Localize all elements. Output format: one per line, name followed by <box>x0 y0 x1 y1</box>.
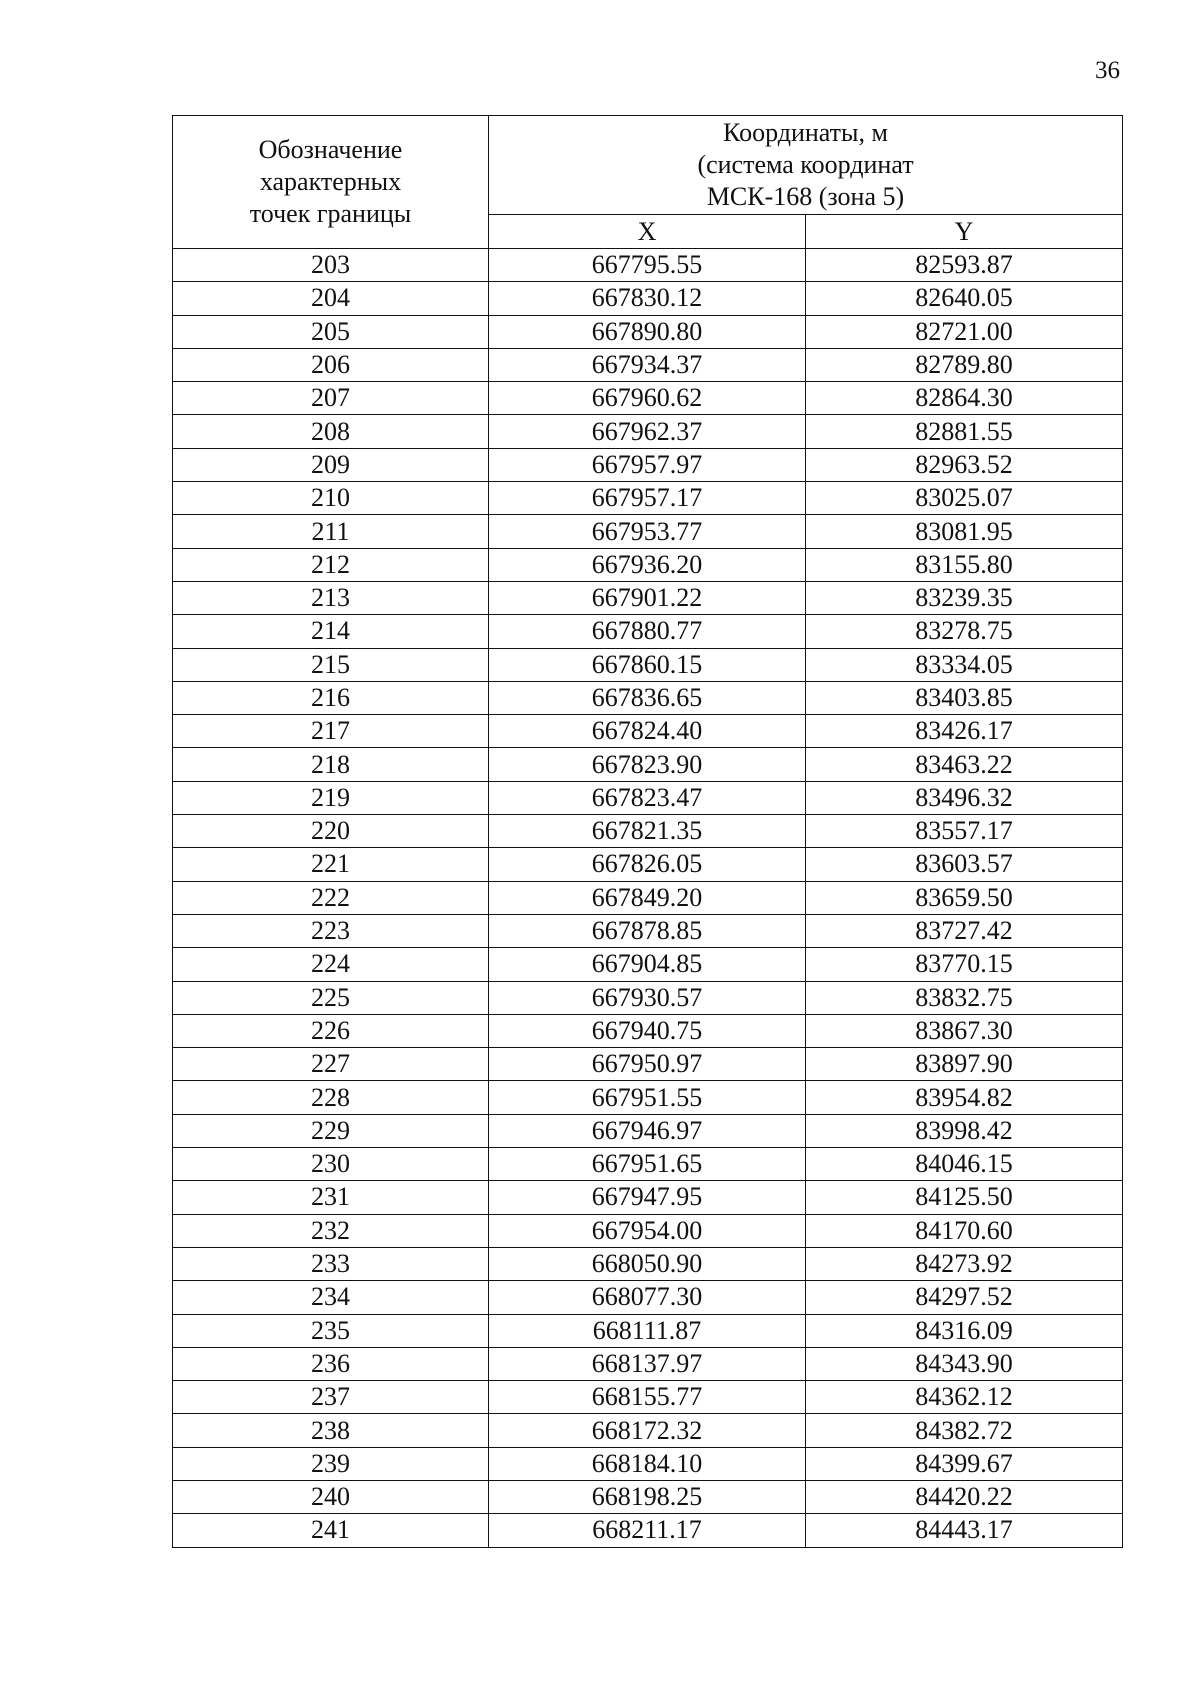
y-coordinate-cell: 83954.82 <box>806 1081 1123 1114</box>
y-coordinate-cell: 82963.52 <box>806 448 1123 481</box>
x-coordinate-cell: 667830.12 <box>489 282 806 315</box>
table-row <box>173 1281 1123 1314</box>
coordinates-header <box>489 116 1123 215</box>
point-id-cell: 239 <box>173 1447 489 1480</box>
x-coordinate-cell: 667940.75 <box>489 1014 806 1047</box>
x-coordinate-cell: 667962.37 <box>489 415 806 448</box>
table-row <box>173 1314 1123 1347</box>
x-coordinate-cell: 667826.05 <box>489 848 806 881</box>
table-row <box>173 1081 1123 1114</box>
point-id-cell: 205 <box>173 315 489 348</box>
y-coordinate-cell: 83998.42 <box>806 1114 1123 1147</box>
point-id-cell: 240 <box>173 1480 489 1513</box>
coordinates-header-line: Координаты, м <box>723 118 888 148</box>
y-coordinate-cell: 82881.55 <box>806 415 1123 448</box>
table-row <box>173 815 1123 848</box>
y-coordinate-cell: 83239.35 <box>806 581 1123 614</box>
point-id-cell: 203 <box>173 249 489 282</box>
table-row <box>173 249 1123 282</box>
point-id-cell: 228 <box>173 1081 489 1114</box>
header-row-main <box>173 116 1123 215</box>
table-row <box>173 1014 1123 1047</box>
table-row <box>173 1048 1123 1081</box>
table-row <box>173 1447 1123 1480</box>
point-label-line: Обозначение <box>258 135 403 164</box>
table-row <box>173 548 1123 581</box>
y-coordinate-cell: 84273.92 <box>806 1247 1123 1280</box>
x-coordinate-cell: 668211.17 <box>489 1514 806 1547</box>
table-row <box>173 515 1123 548</box>
x-coordinate-cell: 667957.97 <box>489 448 806 481</box>
point-id-cell: 236 <box>173 1347 489 1380</box>
y-coordinate-cell: 84399.67 <box>806 1447 1123 1480</box>
point-id-cell: 229 <box>173 1114 489 1147</box>
table-row <box>173 1114 1123 1147</box>
y-coordinate-cell: 84362.12 <box>806 1381 1123 1414</box>
point-label-header <box>173 116 489 249</box>
y-coordinate-cell: 84316.09 <box>806 1314 1123 1347</box>
table-row <box>173 1148 1123 1181</box>
table-row <box>173 1414 1123 1447</box>
x-coordinate-cell: 667934.37 <box>489 348 806 381</box>
x-coordinate-cell: 667849.20 <box>489 881 806 914</box>
y-coordinate-cell: 83278.75 <box>806 615 1123 648</box>
x-coordinate-cell: 668137.97 <box>489 1347 806 1380</box>
y-coordinate-cell: 82789.80 <box>806 348 1123 381</box>
point-id-cell: 220 <box>173 815 489 848</box>
x-coordinate-cell: 667930.57 <box>489 981 806 1014</box>
x-coordinate-cell: 667880.77 <box>489 615 806 648</box>
x-coordinate-cell: 668050.90 <box>489 1247 806 1280</box>
y-coordinate-cell: 84046.15 <box>806 1148 1123 1181</box>
x-coordinate-cell: 667901.22 <box>489 581 806 614</box>
table-row <box>173 948 1123 981</box>
table-row <box>173 382 1123 415</box>
x-coordinate-cell: 668184.10 <box>489 1447 806 1480</box>
y-coordinate-cell: 82593.87 <box>806 249 1123 282</box>
point-id-cell: 204 <box>173 282 489 315</box>
point-id-cell: 212 <box>173 548 489 581</box>
table-row <box>173 615 1123 648</box>
point-id-cell: 235 <box>173 1314 489 1347</box>
x-coordinate-cell: 668172.32 <box>489 1414 806 1447</box>
table-row <box>173 581 1123 614</box>
point-id-cell: 226 <box>173 1014 489 1047</box>
point-id-cell: 237 <box>173 1381 489 1414</box>
point-id-cell: 218 <box>173 748 489 781</box>
y-coordinate-cell: 84443.17 <box>806 1514 1123 1547</box>
point-id-cell: 215 <box>173 648 489 681</box>
x-coordinate-cell: 668155.77 <box>489 1381 806 1414</box>
x-coordinate-cell: 667824.40 <box>489 715 806 748</box>
x-coordinate-cell: 667951.65 <box>489 1148 806 1181</box>
point-id-cell: 210 <box>173 482 489 515</box>
y-coordinate-cell: 82640.05 <box>806 282 1123 315</box>
page-number: 36 <box>1095 57 1120 84</box>
y-coordinate-cell: 83867.30 <box>806 1014 1123 1047</box>
table-row <box>173 348 1123 381</box>
point-id-cell: 217 <box>173 715 489 748</box>
table-row <box>173 282 1123 315</box>
table-row <box>173 1247 1123 1280</box>
y-coordinate-cell: 83025.07 <box>806 482 1123 515</box>
y-coordinate-cell: 82721.00 <box>806 315 1123 348</box>
point-id-cell: 207 <box>173 382 489 415</box>
y-coordinate-cell: 84382.72 <box>806 1414 1123 1447</box>
point-id-cell: 219 <box>173 781 489 814</box>
x-coordinate-cell: 667823.47 <box>489 781 806 814</box>
x-coordinate-cell: 667946.97 <box>489 1114 806 1147</box>
boundary-coordinates-table <box>172 115 1123 1548</box>
point-label-line: точек границы <box>249 199 412 228</box>
table-row <box>173 315 1123 348</box>
table-row <box>173 1181 1123 1214</box>
point-id-cell: 214 <box>173 615 489 648</box>
table-row <box>173 981 1123 1014</box>
table-row <box>173 1347 1123 1380</box>
table-row <box>173 848 1123 881</box>
table-row <box>173 914 1123 947</box>
point-id-cell: 241 <box>173 1514 489 1547</box>
table-row <box>173 482 1123 515</box>
x-coordinate-cell: 667950.97 <box>489 1048 806 1081</box>
table-body <box>173 249 1123 1548</box>
y-coordinate-cell: 84420.22 <box>806 1480 1123 1513</box>
y-coordinate-cell: 83727.42 <box>806 914 1123 947</box>
point-id-cell: 216 <box>173 681 489 714</box>
x-coordinate-cell: 667936.20 <box>489 548 806 581</box>
y-coordinate-cell: 84125.50 <box>806 1181 1123 1214</box>
y-coordinate-cell: 83659.50 <box>806 881 1123 914</box>
x-coordinate-cell: 667951.55 <box>489 1081 806 1114</box>
x-coordinate-cell: 667823.90 <box>489 748 806 781</box>
y-coordinate-cell: 83334.05 <box>806 648 1123 681</box>
table-row <box>173 415 1123 448</box>
table-row <box>173 748 1123 781</box>
y-coordinate-cell: 83897.90 <box>806 1048 1123 1081</box>
table-row <box>173 881 1123 914</box>
point-id-cell: 208 <box>173 415 489 448</box>
x-column-header: X <box>489 215 806 249</box>
table-row <box>173 781 1123 814</box>
y-coordinate-cell: 84343.90 <box>806 1347 1123 1380</box>
table-row <box>173 648 1123 681</box>
point-id-cell: 238 <box>173 1414 489 1447</box>
point-id-cell: 234 <box>173 1281 489 1314</box>
point-id-cell: 224 <box>173 948 489 981</box>
coordinates-header-line: (система координат <box>697 150 914 180</box>
x-coordinate-cell: 667821.35 <box>489 815 806 848</box>
point-id-cell: 206 <box>173 348 489 381</box>
x-coordinate-cell: 667795.55 <box>489 249 806 282</box>
x-coordinate-cell: 667878.85 <box>489 914 806 947</box>
point-id-cell: 213 <box>173 581 489 614</box>
point-id-cell: 225 <box>173 981 489 1014</box>
x-coordinate-cell: 667860.15 <box>489 648 806 681</box>
point-id-cell: 227 <box>173 1048 489 1081</box>
point-id-cell: 211 <box>173 515 489 548</box>
y-coordinate-cell: 83155.80 <box>806 548 1123 581</box>
x-coordinate-cell: 667953.77 <box>489 515 806 548</box>
point-id-cell: 230 <box>173 1148 489 1181</box>
point-id-cell: 221 <box>173 848 489 881</box>
point-id-cell: 231 <box>173 1181 489 1214</box>
point-id-cell: 209 <box>173 448 489 481</box>
x-coordinate-cell: 667836.65 <box>489 681 806 714</box>
x-coordinate-cell: 667954.00 <box>489 1214 806 1247</box>
table-row <box>173 1214 1123 1247</box>
x-coordinate-cell: 668111.87 <box>489 1314 806 1347</box>
y-coordinate-cell: 83603.57 <box>806 848 1123 881</box>
y-coordinate-cell: 83557.17 <box>806 815 1123 848</box>
x-coordinate-cell: 667947.95 <box>489 1181 806 1214</box>
y-coordinate-cell: 82864.30 <box>806 382 1123 415</box>
y-coordinate-cell: 84297.52 <box>806 1281 1123 1314</box>
table-row <box>173 1480 1123 1513</box>
point-id-cell: 233 <box>173 1247 489 1280</box>
y-column-header: Y <box>806 215 1123 249</box>
point-id-cell: 232 <box>173 1214 489 1247</box>
table-row <box>173 1381 1123 1414</box>
y-coordinate-cell: 83426.17 <box>806 715 1123 748</box>
table-row <box>173 715 1123 748</box>
table-row <box>173 681 1123 714</box>
point-id-cell: 222 <box>173 881 489 914</box>
y-coordinate-cell: 83463.22 <box>806 748 1123 781</box>
y-coordinate-cell: 83081.95 <box>806 515 1123 548</box>
y-coordinate-cell: 83832.75 <box>806 981 1123 1014</box>
x-coordinate-cell: 667904.85 <box>489 948 806 981</box>
x-coordinate-cell: 667960.62 <box>489 382 806 415</box>
table-row <box>173 448 1123 481</box>
point-id-cell: 223 <box>173 914 489 947</box>
coordinates-header-line: МСК-168 (зона 5) <box>706 182 905 212</box>
x-coordinate-cell: 668198.25 <box>489 1480 806 1513</box>
x-coordinate-cell: 668077.30 <box>489 1281 806 1314</box>
x-coordinate-cell: 667957.17 <box>489 482 806 515</box>
table-row <box>173 1514 1123 1547</box>
x-coordinate-cell: 667890.80 <box>489 315 806 348</box>
y-coordinate-cell: 83770.15 <box>806 948 1123 981</box>
table-header <box>173 116 1123 249</box>
y-coordinate-cell: 83496.32 <box>806 781 1123 814</box>
point-label-line: характерных <box>259 167 402 196</box>
y-coordinate-cell: 84170.60 <box>806 1214 1123 1247</box>
y-coordinate-cell: 83403.85 <box>806 681 1123 714</box>
